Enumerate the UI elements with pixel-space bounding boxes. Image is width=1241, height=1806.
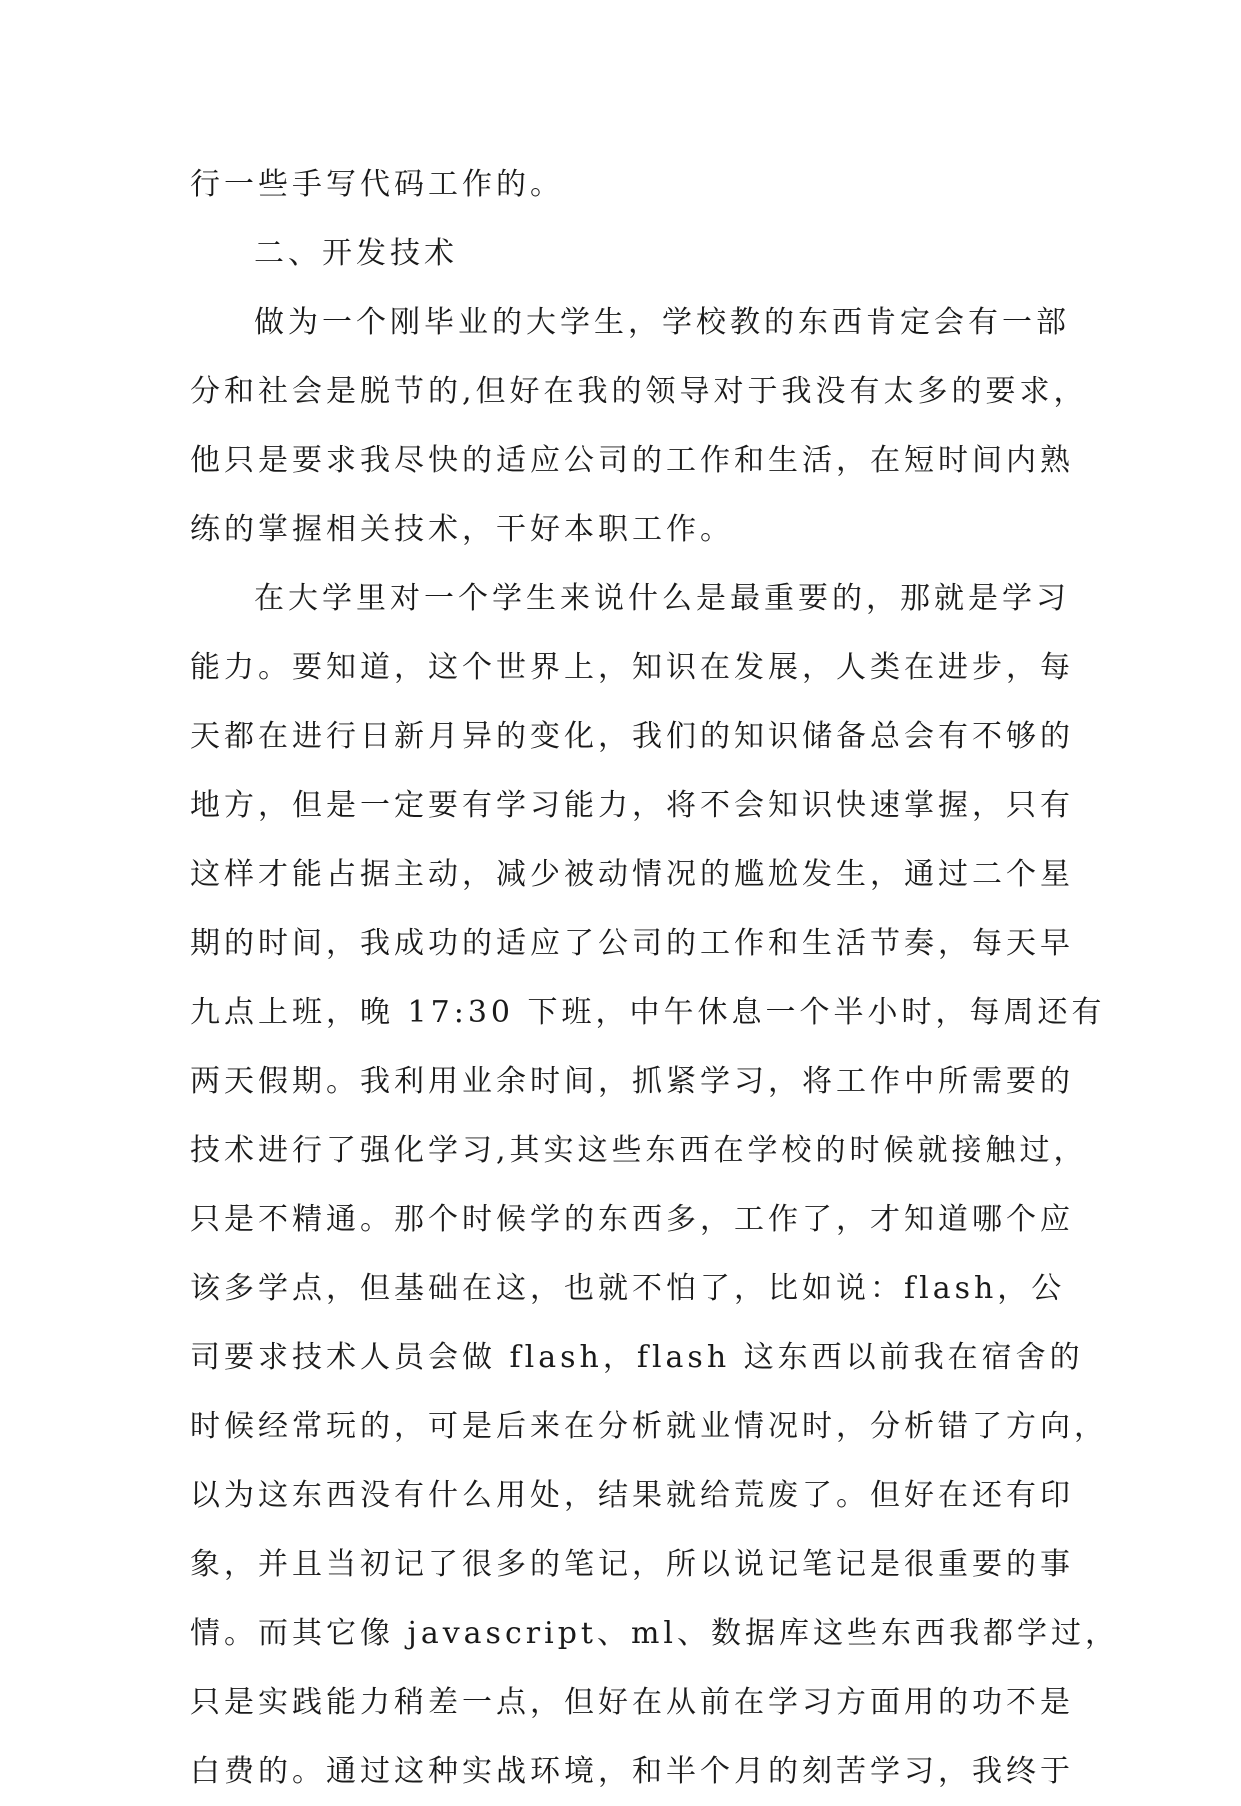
- text-line: 在大学里对一个学生来说什么是最重要的，那就是学习: [254, 581, 1070, 616]
- text-line: 期的时间，我成功的适应了公司的工作和生活节奏，每天早: [190, 926, 1074, 961]
- text-line: 时候经常玩的，可是后来在分析就业情况时，分析错了方向，: [190, 1409, 1108, 1444]
- text-line: 司要求技术人员会做 flash，flash 这东西以前我在宿舍的: [190, 1340, 1084, 1375]
- text-line: 情。而其它像 javascript、ml、数据库这些东西我都学过，: [190, 1616, 1119, 1651]
- text-line: 技术进行了强化学习,其实这些东西在学校的时候就接触过，: [190, 1133, 1088, 1168]
- text-line: 他只是要求我尽快的适应公司的工作和生活，在短时间内熟: [190, 443, 1074, 478]
- text-line: 天都在进行日新月异的变化，我们的知识储备总会有不够的: [190, 719, 1074, 754]
- text-line: 两天假期。我利用业余时间，抓紧学习，将工作中所需要的: [190, 1064, 1074, 1099]
- text-line: 地方，但是一定要有学习能力，将不会知识快速掌握，只有: [190, 788, 1074, 823]
- text-line: 只是实践能力稍差一点，但好在从前在学习方面用的功不是: [190, 1685, 1074, 1720]
- text-line: 分和社会是脱节的,但好在我的领导对于我没有太多的要求，: [190, 374, 1088, 409]
- text-line: 做为一个刚毕业的大学生，学校教的东西肯定会有一部: [254, 305, 1070, 340]
- text-line: 练的掌握相关技术，干好本职工作。: [190, 512, 734, 547]
- document-body: [190, 150, 1119, 1806]
- text-line: 能力。要知道，这个世界上，知识在发展，人类在进步，每: [190, 650, 1074, 685]
- text-line: 该多学点，但基础在这，也就不怕了，比如说：flash，公: [190, 1271, 1066, 1306]
- text-line: 这样才能占据主动，减少被动情况的尴尬发生，通过二个星: [190, 857, 1074, 892]
- text-line: 九点上班，晚 17:30 下班，中午休息一个半小时，每周还有: [190, 995, 1106, 1030]
- text-line: 白费的。通过这种实战环境，和半个月的刻苦学习，我终于: [190, 1754, 1074, 1789]
- text-line: 二、开发技术: [254, 236, 458, 271]
- text-line: 行一些手写代码工作的。: [190, 167, 564, 202]
- text-line: 象，并且当初记了很多的笔记，所以说记笔记是很重要的事: [190, 1547, 1074, 1582]
- text-line: 以为这东西没有什么用处，结果就给荒废了。但好在还有印: [190, 1478, 1074, 1513]
- text-line: 只是不精通。那个时候学的东西多，工作了，才知道哪个应: [190, 1202, 1074, 1237]
